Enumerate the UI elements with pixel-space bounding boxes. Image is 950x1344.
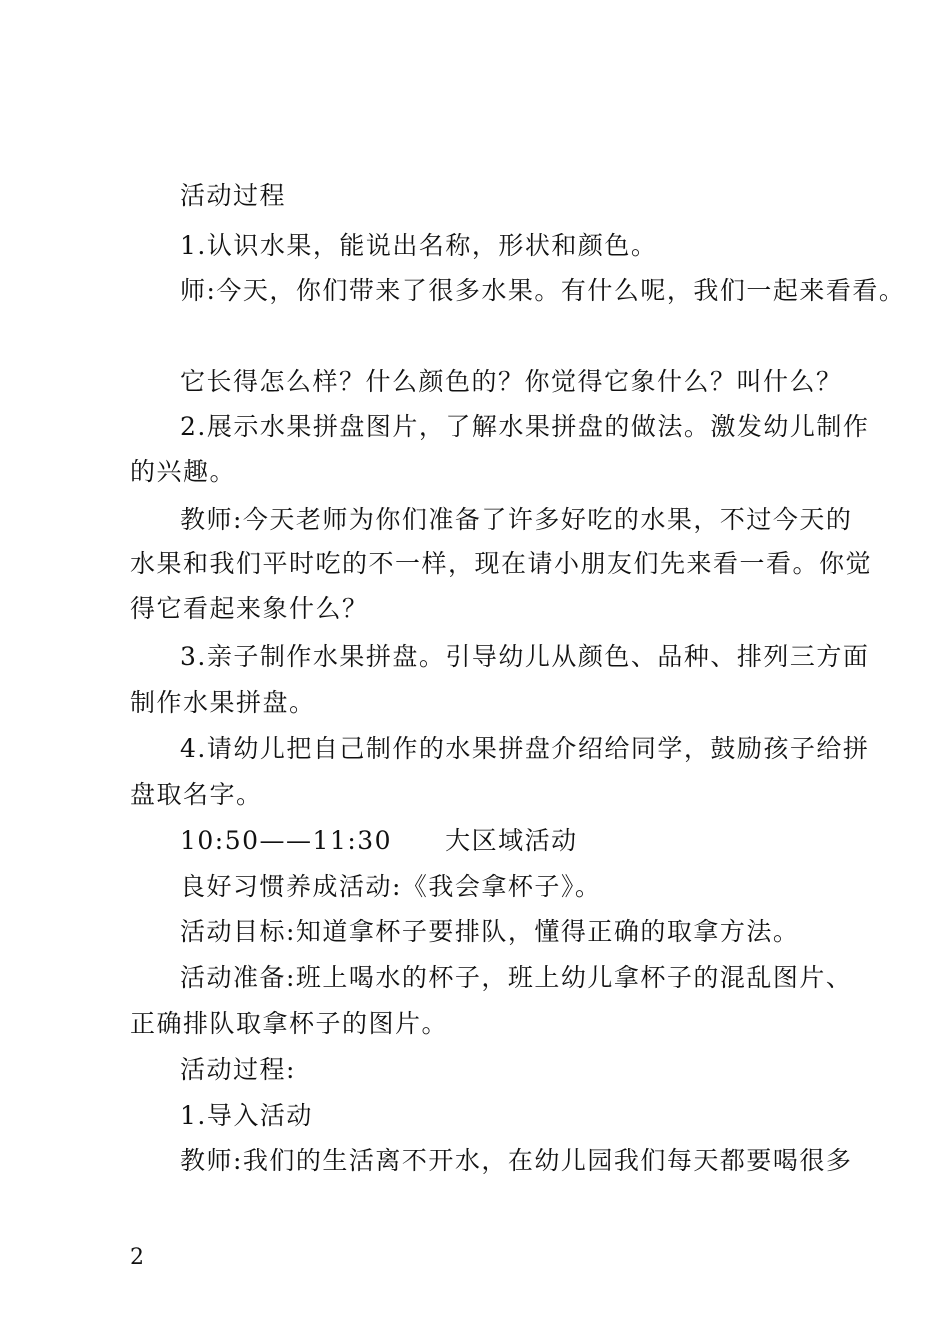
habit-activity-title: 良好习惯养成活动:《我会拿杯子》。 (180, 872, 602, 901)
teacher-line-2-part-1: 教师:今天老师为你们准备了许多好吃的水果，不过今天的 (180, 505, 853, 534)
question-line: 它长得怎么样？什么颜色的？你觉得它象什么？叫什么？ (180, 367, 843, 396)
activity-preparation-line-1: 活动准备:班上喝水的杯子，班上幼儿拿杯子的混乱图片、 (180, 963, 853, 992)
step-1-text: 1.认识水果，能说出名称，形状和颜色。 (180, 231, 658, 260)
teacher-line-2-part-3: 得它看起来象什么？ (130, 594, 369, 623)
step-2-text-line-1: 2.展示水果拼盘图片，了解水果拼盘的做法。激发幼儿制作 (180, 412, 870, 441)
page-number: 2 (130, 1245, 144, 1270)
activity-preparation-line-2: 正确排队取拿杯子的图片。 (130, 1009, 449, 1038)
teacher-line-1: 师:今天，你们带来了很多水果。有什么呢，我们一起来看看。 (180, 276, 906, 305)
activity-goal: 活动目标:知道拿杯子要排队，懂得正确的取拿方法。 (180, 917, 800, 946)
step-4-text-line-2: 盘取名字。 (130, 780, 263, 809)
step-3-text-line-2: 制作水果拼盘。 (130, 688, 316, 717)
schedule-time-line: 10:50——11:30 大区域活动 (180, 826, 578, 855)
activity-process-heading-2: 活动过程: (180, 1055, 296, 1084)
step-1-intro: 1.导入活动 (180, 1101, 313, 1130)
step-2-text-line-2: 的兴趣。 (130, 457, 237, 486)
step-3-text-line-1: 3.亲子制作水果拼盘。引导幼儿从颜色、品种、排列三方面 (180, 642, 870, 671)
teacher-line-3: 教师:我们的生活离不开水，在幼儿园我们每天都要喝很多 (180, 1146, 853, 1175)
teacher-line-2-part-2: 水果和我们平时吃的不一样，现在请小朋友们先来看一看。你觉 (130, 549, 873, 578)
step-4-text-line-1: 4.请幼儿把自己制作的水果拼盘介绍给同学，鼓励孩子给拼 (180, 734, 870, 763)
section-heading-activity-process: 活动过程 (180, 181, 287, 210)
